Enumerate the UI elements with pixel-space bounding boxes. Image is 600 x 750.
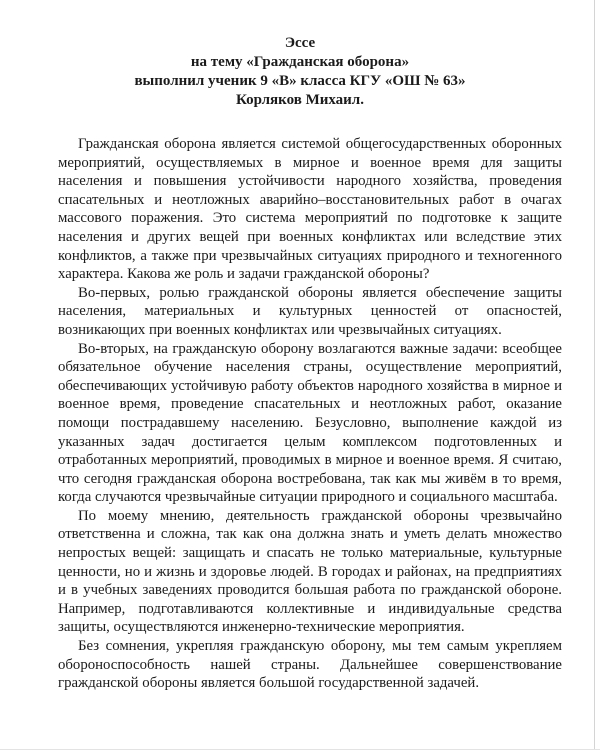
essay-body <box>58 135 562 693</box>
essay-paragraph-4: По моему мнению, деятельность гражданской обороны чрезвычайно ответственна и сложна, так как она должна знать и уметь делать множество непростых вещей: защищать и спасать не только материальные, культурные ценности, но и жизнь и здоровье людей. В городах и районах, на предприятиях и в учебных заведениях проводится большая работа по гражданской обороне. Например, подготавливаются коллективные и индивидуальные средства защиты, осуществляются инженерно-технические мероприятия. <box>58 507 562 636</box>
page-edge-divider <box>594 0 595 750</box>
essay-paragraph-1: Гражданская оборона является системой общегосударственных оборонных мероприятий, осуществляемых в мирное и военное время для защиты населения и повышения устойчивости народного хозяйства, проведения спасательных и неотложных аварийно–восстановительных работ в очагах массового поражения. Это система мероприятий по подготовке к защите населения и других вещей при военных конфликтах или вследствие этих конфликтов, а также при чрезвычайных ситуациях природного и техногенного характера. Какова же роль и задачи гражданской обороны? <box>58 136 562 283</box>
essay-title-line-3: выполнил ученик 9 «В» класса КГУ «ОШ № 63» <box>134 73 466 89</box>
essay-title-line-1: Эссе <box>284 35 316 51</box>
essay-paragraph-5: Без сомнения, укрепляя гражданскую оборону, мы тем самым укрепляем обороноспособность нашей страны. Дальнейшее совершенствование гражданской обороны является большой государственной задачей. <box>58 638 562 692</box>
essay-title-line-4: Корляков Михаил. <box>236 92 364 108</box>
essay-title-line-2: на тему «Гражданская оборона» <box>190 54 410 70</box>
essay-paragraph-3: Во-вторых, на гражданскую оборону возлагаются важные задачи: всеобщее обязательное обучение населения страны, осуществление мероприятий, обеспечивающих устойчивую работу объектов народного хозяйства в мирное и военное время, проведение спасательных и неотложных работ, оказание помощи пострадавшему населению. Безусловно, выполнение каждой из указанных задач достигается целым комплексом подготовленных и отработанных мероприятий, проводимых в мирное и военное время. Я считаю, что сегодня гражданская оборона востребована, так как мы живём в то время, когда случаются чрезвычайные ситуации природного и социального масштаба. <box>58 340 562 506</box>
essay-header <box>0 0 600 110</box>
essay-paragraph-2: Во-первых, ролью гражданской обороны является обеспечение защиты населения, материальных и культурных ценностей от опасностей, возникающих при военных конфликтах или чрезвычайных ситуациях. <box>58 284 562 338</box>
